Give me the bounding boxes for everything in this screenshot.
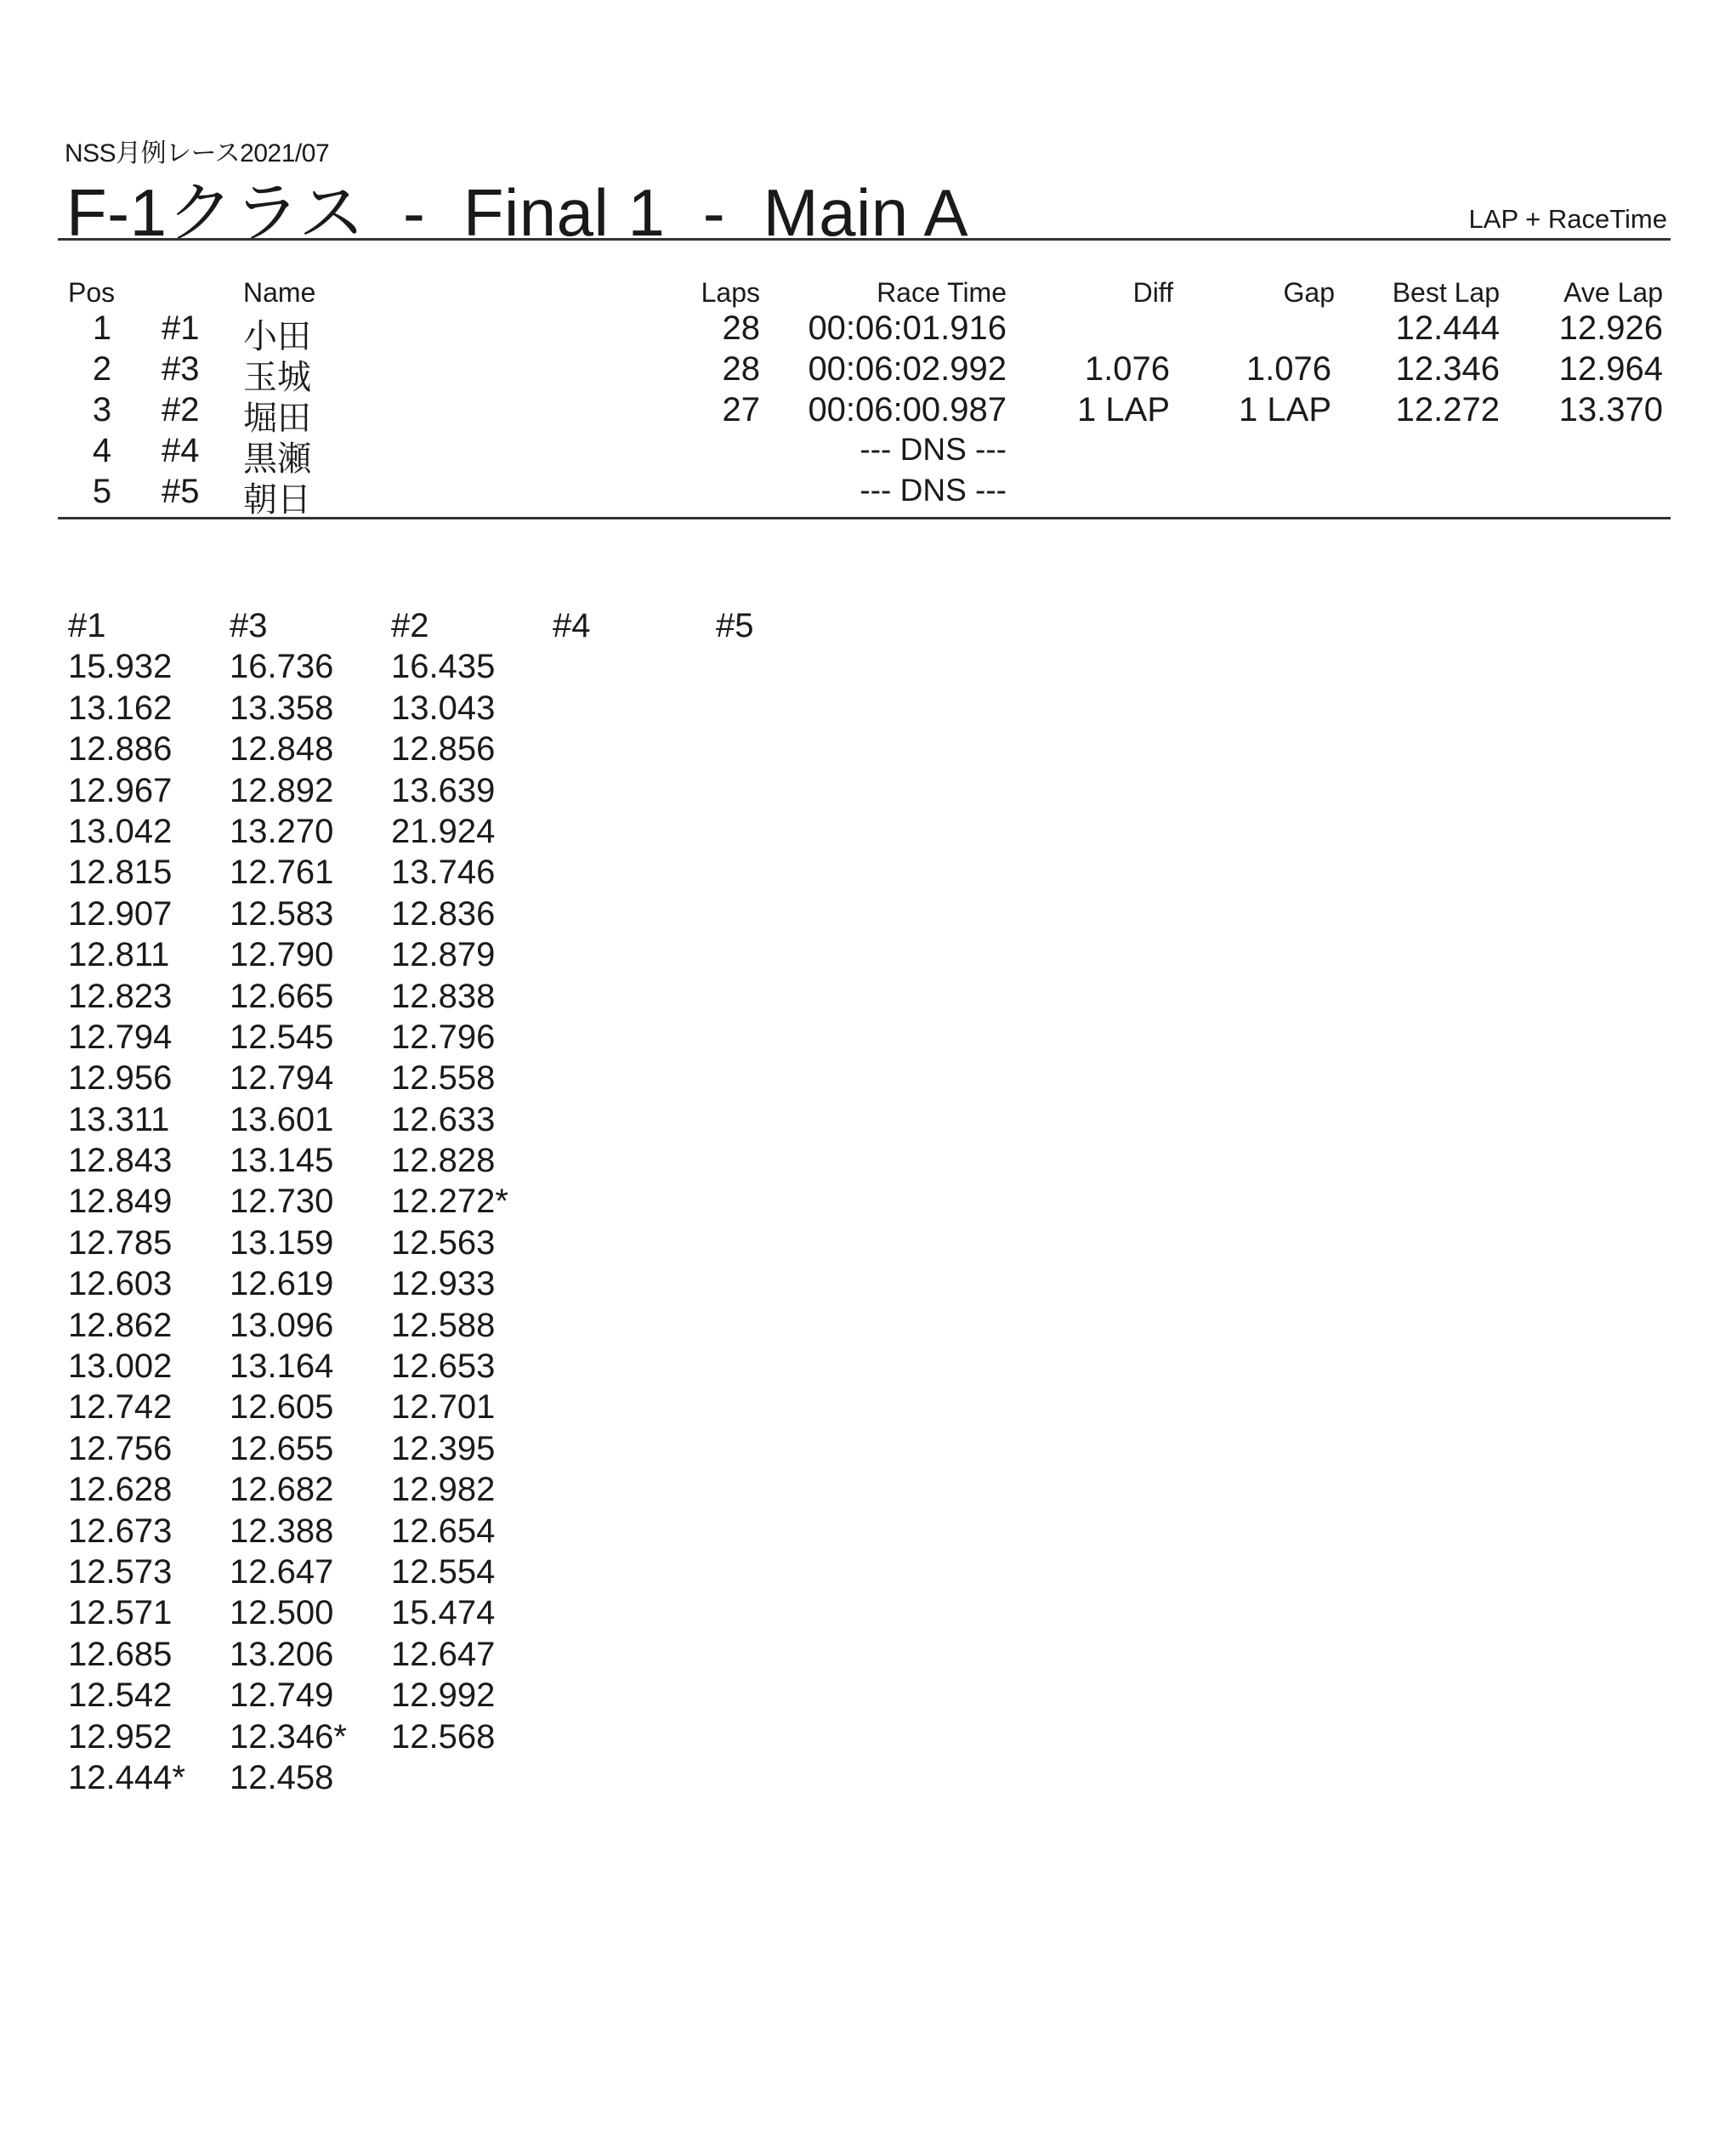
lap-time: 12.849 (68, 1183, 173, 1221)
lap-time: 12.879 (391, 936, 496, 974)
lap-time: 12.862 (68, 1306, 173, 1344)
result-driver-name: 小田 (243, 318, 311, 355)
col-header-pos: Pos (68, 277, 116, 308)
result-car-number: #5 (162, 473, 200, 510)
lap-time: 12.785 (68, 1223, 173, 1262)
result-diff: 1.076 (1084, 350, 1170, 388)
result-race-time: --- DNS --- (860, 473, 1007, 508)
result-driver-name: 黒瀬 (243, 440, 311, 478)
lap-time: 12.843 (68, 1142, 173, 1180)
lap-column-header: #2 (391, 607, 429, 644)
lap-column (68, 605, 185, 1798)
result-best-lap: 12.346 (1395, 350, 1500, 388)
lap-time: 12.647 (391, 1635, 496, 1673)
lap-time: 12.967 (68, 771, 173, 809)
lap-time: 12.571 (68, 1594, 173, 1632)
lap-time: 12.933 (391, 1265, 496, 1303)
lap-column-header: #1 (68, 607, 106, 644)
lap-time: 12.815 (68, 854, 173, 892)
lap-time: 13.145 (230, 1142, 334, 1180)
lap-time: 15.932 (68, 648, 173, 686)
result-race-time: 00:06:02.992 (808, 350, 1007, 388)
lap-time: 12.573 (68, 1552, 173, 1591)
lap-time: 12.558 (391, 1059, 496, 1098)
result-diff: 1 LAP (1077, 391, 1170, 428)
lap-time: 12.992 (391, 1677, 496, 1715)
lap-time: 13.601 (230, 1100, 334, 1138)
lap-time: 13.043 (391, 689, 496, 727)
lap-time: 12.673 (68, 1512, 173, 1550)
lap-time: 12.952 (68, 1717, 173, 1756)
lap-time: 12.388 (230, 1512, 334, 1550)
lap-time: 12.856 (391, 730, 496, 769)
lap-time: 13.746 (391, 854, 496, 892)
lap-time: 13.096 (230, 1306, 334, 1344)
result-pos: 2 (92, 350, 112, 388)
result-pos: 3 (92, 391, 112, 428)
lap-time: 13.270 (230, 812, 334, 850)
lap-time: 12.794 (230, 1059, 334, 1098)
lap-time: 16.435 (391, 648, 496, 686)
lap-time: 12.554 (391, 1552, 496, 1591)
result-best-lap: 12.272 (1395, 391, 1500, 428)
col-header-laps: Laps (701, 277, 760, 308)
lap-time: 12.545 (230, 1018, 334, 1056)
lap-time: 12.982 (391, 1471, 496, 1509)
lap-time: 13.042 (68, 812, 173, 850)
header-divider (58, 238, 1671, 241)
lap-time: 12.588 (391, 1306, 496, 1344)
lap-time: 12.605 (230, 1388, 334, 1427)
result-gap: 1.076 (1246, 350, 1331, 388)
report-subtitle: NSS月例レース2021/07 (65, 139, 330, 167)
result-race-time: --- DNS --- (860, 432, 1007, 467)
lap-time: 12.682 (230, 1471, 334, 1509)
result-car-number: #2 (162, 391, 200, 428)
result-car-number: #1 (162, 309, 200, 347)
result-ave-lap: 12.926 (1558, 309, 1663, 347)
lap-time: 12.665 (230, 977, 334, 1015)
col-header-name: Name (243, 277, 316, 308)
lap-time: 12.823 (68, 977, 173, 1015)
lap-column (716, 605, 754, 646)
report-title: F-1クラス - Final 1 - Main A (66, 175, 969, 250)
col-header-best-lap: Best Lap (1392, 277, 1500, 308)
lap-time: 15.474 (391, 1594, 496, 1632)
lap-time: 16.736 (230, 648, 334, 686)
lap-time: 12.654 (391, 1512, 496, 1550)
lap-time: 12.583 (230, 894, 334, 933)
lap-time: 12.790 (230, 936, 334, 974)
result-pos: 5 (92, 473, 112, 510)
lap-time: 13.358 (230, 689, 334, 727)
lap-time: 12.628 (68, 1471, 173, 1509)
result-car-number: #3 (162, 350, 200, 388)
lap-time: 12.272* (391, 1183, 508, 1221)
lap-time: 13.311 (68, 1100, 170, 1138)
result-pos: 1 (92, 309, 112, 347)
col-header-gap: Gap (1283, 277, 1335, 308)
lap-time: 12.563 (391, 1223, 496, 1262)
lap-time: 12.730 (230, 1183, 334, 1221)
result-race-time: 00:06:00.987 (808, 391, 1007, 428)
lap-time: 12.794 (68, 1018, 173, 1056)
lap-time: 12.444* (68, 1758, 185, 1796)
lap-column-header: #4 (553, 607, 591, 644)
result-driver-name: 玉城 (243, 359, 311, 396)
results-divider (58, 517, 1671, 519)
lap-time: 13.162 (68, 689, 173, 727)
lap-time: 12.619 (230, 1265, 334, 1303)
lap-time: 12.701 (391, 1388, 496, 1427)
result-driver-name: 堀田 (243, 400, 311, 437)
lap-time: 12.742 (68, 1388, 173, 1427)
lap-time: 12.796 (391, 1018, 496, 1056)
result-laps: 27 (722, 391, 760, 428)
lap-time: 12.756 (68, 1429, 173, 1467)
lap-time: 12.838 (391, 977, 496, 1015)
lap-time: 13.159 (230, 1223, 334, 1262)
result-pos: 4 (92, 432, 112, 469)
lap-time: 12.892 (230, 771, 334, 809)
result-race-time: 00:06:01.916 (808, 309, 1007, 347)
result-laps: 28 (722, 350, 760, 388)
lap-time: 12.647 (230, 1552, 334, 1591)
lap-time: 13.639 (391, 771, 496, 809)
col-header-ave-lap: Ave Lap (1563, 277, 1663, 308)
result-ave-lap: 13.370 (1558, 391, 1663, 428)
lap-time: 12.886 (68, 730, 173, 769)
lap-time: 13.164 (230, 1348, 334, 1386)
lap-time: 12.848 (230, 730, 334, 769)
lap-time: 12.653 (391, 1348, 496, 1386)
lap-time: 12.761 (230, 854, 334, 892)
lap-column-header: #5 (716, 607, 754, 644)
result-gap: 1 LAP (1239, 391, 1331, 428)
result-ave-lap: 12.964 (1558, 350, 1663, 388)
lap-time: 12.655 (230, 1429, 334, 1467)
lap-time: 12.749 (230, 1677, 334, 1715)
lap-time: 12.568 (391, 1717, 496, 1756)
lap-time: 12.458 (230, 1758, 334, 1796)
lap-time: 12.346* (230, 1717, 347, 1756)
lap-time: 12.685 (68, 1635, 173, 1673)
lap-column-header: #3 (230, 607, 268, 644)
lap-time: 12.811 (68, 936, 170, 974)
lap-column (391, 605, 508, 1757)
lap-time: 12.836 (391, 894, 496, 933)
lap-time: 21.924 (391, 812, 496, 850)
col-header-race-time: Race Time (877, 277, 1007, 308)
lap-time: 12.907 (68, 894, 173, 933)
lap-time: 13.206 (230, 1635, 334, 1673)
result-driver-name: 朝日 (243, 481, 311, 519)
lap-column (553, 605, 591, 646)
lap-time: 12.956 (68, 1059, 173, 1098)
lap-column (230, 605, 347, 1798)
result-best-lap: 12.444 (1395, 309, 1500, 347)
report-mode: LAP + RaceTime (1468, 204, 1667, 234)
lap-time: 13.002 (68, 1348, 173, 1386)
col-header-diff: Diff (1132, 277, 1173, 308)
result-car-number: #4 (162, 432, 200, 469)
lap-time: 12.828 (391, 1142, 496, 1180)
lap-time: 12.603 (68, 1265, 173, 1303)
lap-time: 12.395 (391, 1429, 496, 1467)
result-laps: 28 (722, 309, 760, 347)
lap-time: 12.542 (68, 1677, 173, 1715)
lap-time: 12.633 (391, 1100, 496, 1138)
lap-time: 12.500 (230, 1594, 334, 1632)
